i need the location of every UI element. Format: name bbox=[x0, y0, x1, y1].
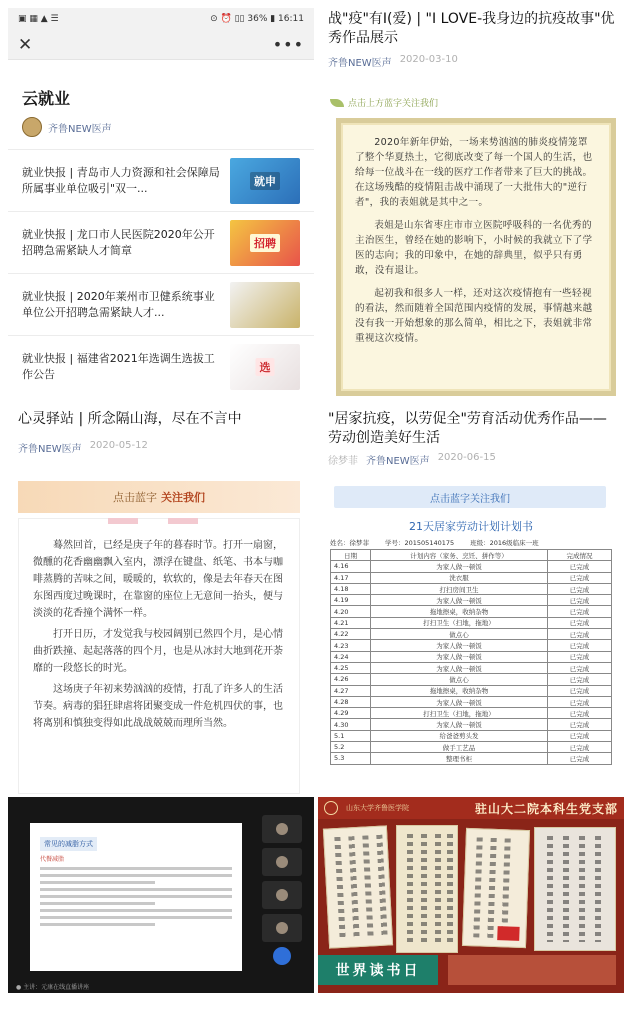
article-source[interactable]: 齐鲁NEW医声 bbox=[366, 456, 430, 467]
phone-screenshot bbox=[8, 8, 314, 400]
calligraphy-sheet bbox=[323, 825, 393, 948]
text-column bbox=[348, 836, 359, 938]
table-row bbox=[331, 606, 612, 617]
plan-table bbox=[330, 549, 612, 765]
slide-text-line bbox=[40, 888, 232, 891]
plan-content-cell: 为家人做一顿饭 bbox=[371, 662, 548, 673]
text-column bbox=[563, 836, 569, 942]
branch-name: 驻山大二院本科生党支部 bbox=[474, 801, 618, 816]
plan-date-cell: 4.29 bbox=[331, 708, 371, 719]
participant-tile[interactable] bbox=[262, 815, 302, 843]
slide-text-line bbox=[40, 916, 232, 919]
article-source[interactable]: 齐鲁NEW医声 bbox=[328, 58, 392, 69]
plan-date-cell: 4.22 bbox=[331, 629, 371, 640]
table-row bbox=[331, 561, 612, 572]
follow-banner[interactable] bbox=[18, 481, 300, 513]
plan-content-cell: 做手工艺品 bbox=[371, 742, 548, 753]
plan-date-cell: 4.24 bbox=[331, 651, 371, 662]
slide-text-line bbox=[40, 895, 232, 898]
reading-header bbox=[318, 797, 624, 819]
thumbnail-label: 选 bbox=[256, 358, 275, 376]
news-title: 就业快报 | 2020年莱州市卫健系统事业单位公开招聘急需紧缺人才... bbox=[22, 289, 215, 319]
article-paragraph: 这场庚子年初来势汹汹的疫情，打乱了许多人的生活节奏。病毒的猖狂肆虐将团聚变成一件危机四伏的事，也将离别和慎独变得如此战战兢兢而理所当然。 bbox=[33, 684, 283, 729]
calligraphy-sheet bbox=[462, 828, 530, 948]
plan-status-cell: 已完成 bbox=[548, 753, 612, 764]
table-row bbox=[331, 742, 612, 753]
table-row bbox=[331, 674, 612, 685]
text-column bbox=[435, 834, 441, 944]
plan-date-cell: 5.3 bbox=[331, 753, 371, 764]
plan-content-cell: 拖地擦桌，收纳杂物 bbox=[371, 606, 548, 617]
plan-content-cell: 做点心 bbox=[371, 674, 548, 685]
reading-footer bbox=[448, 955, 616, 985]
column-header: 计划内容（家务、烹饪、拼作等） bbox=[371, 550, 548, 561]
plan-status-cell: 已完成 bbox=[548, 662, 612, 673]
plan-date-cell: 4.23 bbox=[331, 640, 371, 651]
news-title: 就业快报 | 青岛市人力资源和社会保障局所属事业单位吸引"双一... bbox=[22, 165, 220, 195]
account-row[interactable] bbox=[8, 117, 314, 149]
plan-content-cell: 洗衣服 bbox=[371, 572, 548, 583]
text-column bbox=[362, 835, 373, 937]
person-icon bbox=[276, 889, 288, 901]
table-row bbox=[331, 730, 612, 741]
plan-status-cell: 已完成 bbox=[548, 730, 612, 741]
article-author: 徐梦菲 bbox=[328, 456, 358, 467]
calligraphy-sheet bbox=[396, 825, 458, 953]
plan-content-cell: 为家人做一顿饭 bbox=[371, 640, 548, 651]
slide-header: 常见的减脂方式 bbox=[40, 837, 97, 851]
plan-status-cell: 已完成 bbox=[548, 561, 612, 572]
news-item[interactable] bbox=[8, 211, 314, 273]
article-paragraph: 2020年新年伊始，一场来势汹汹的肺炎疫情笼罩了整个华夏热土，它彻底改变了每一个国人的生活，也给每一位战斗在一线的医疗工作者带来了巨大的挑战。在这场残酷的疫情阻击战中涌现了一大批伟大的"逆行者"，我的表姐就是其中之一。 bbox=[355, 137, 593, 208]
article-meta bbox=[18, 440, 148, 455]
article-body bbox=[18, 518, 300, 794]
plan-date-cell: 4.19 bbox=[331, 595, 371, 606]
table-row bbox=[331, 708, 612, 719]
plan-content-cell: 打扫卫生（扫地，拖地） bbox=[371, 708, 548, 719]
table-row bbox=[331, 595, 612, 606]
table-header-row bbox=[331, 550, 612, 561]
slide-text-line bbox=[40, 902, 155, 905]
plan-status-cell: 已完成 bbox=[548, 651, 612, 662]
plan-table-body bbox=[331, 561, 612, 764]
video-meeting bbox=[8, 797, 314, 993]
text-column bbox=[501, 838, 510, 938]
table-row bbox=[331, 685, 612, 696]
plan-status-cell: 已完成 bbox=[548, 606, 612, 617]
plan-info bbox=[326, 538, 616, 547]
status-icons-right: ⊙ ⏰ ▯▯ 36% ▮ 16:11 bbox=[210, 14, 304, 24]
seal-stamp bbox=[497, 926, 519, 941]
plan-content-cell: 打扫房间卫生 bbox=[371, 583, 548, 594]
participant-tile[interactable] bbox=[262, 848, 302, 876]
person-icon bbox=[276, 856, 288, 868]
slide-text-line bbox=[40, 923, 155, 926]
school-name: 山东大学齐鲁医学院 bbox=[346, 804, 409, 812]
participant-list bbox=[260, 815, 304, 965]
leaf-icon bbox=[330, 99, 344, 107]
table-row bbox=[331, 719, 612, 730]
table-row bbox=[331, 651, 612, 662]
plan-date-cell: 4.20 bbox=[331, 606, 371, 617]
reading-day-photo bbox=[318, 797, 624, 993]
article-title[interactable]: "居家抗疫，以劳促全"劳育活动优秀作品——劳动创造美好生活 bbox=[328, 411, 607, 446]
plan-date-cell: 5.1 bbox=[331, 730, 371, 741]
participant-tile[interactable] bbox=[262, 881, 302, 909]
slide-text-line bbox=[40, 881, 155, 884]
table-row bbox=[331, 617, 612, 628]
plan-class: 班级：2016级临床一班 bbox=[470, 539, 539, 547]
plan-status-cell: 已完成 bbox=[548, 742, 612, 753]
article-date: 2020-05-12 bbox=[89, 440, 148, 451]
decor-tab bbox=[108, 518, 138, 524]
plan-date-cell: 4.17 bbox=[331, 572, 371, 583]
plan-content-cell: 做点心 bbox=[371, 629, 548, 640]
plan-title: 21天居家劳动计划计划书 bbox=[409, 520, 533, 533]
follow-banner-prefix: 点击蓝字 bbox=[113, 491, 157, 504]
text-column bbox=[547, 836, 553, 942]
plan-status-cell: 已完成 bbox=[548, 674, 612, 685]
calligraphy-sheet bbox=[534, 827, 616, 951]
news-item[interactable] bbox=[8, 335, 314, 397]
table-row bbox=[331, 629, 612, 640]
thumbnail-label: 就申 bbox=[250, 172, 280, 190]
plan-content-cell: 拖地擦桌，收纳杂物 bbox=[371, 685, 548, 696]
table-row bbox=[331, 753, 612, 764]
slide-text-line bbox=[40, 909, 232, 912]
table-row bbox=[331, 696, 612, 707]
plan-status-cell: 已完成 bbox=[548, 629, 612, 640]
account-title: 云就业 bbox=[22, 89, 71, 108]
close-icon[interactable]: ✕ bbox=[18, 34, 33, 55]
plan-date-cell: 4.18 bbox=[331, 583, 371, 594]
plan-content-cell: 为家人做一顿饭 bbox=[371, 651, 548, 662]
plan-date-cell: 4.26 bbox=[331, 674, 371, 685]
column-header: 日期 bbox=[331, 550, 371, 561]
nav-bar bbox=[8, 30, 314, 60]
article-meta bbox=[328, 452, 496, 467]
news-thumbnail bbox=[230, 220, 300, 266]
news-thumbnail bbox=[230, 282, 300, 328]
reading-day-label: 世界读书日 bbox=[318, 955, 438, 985]
participant-tile[interactable] bbox=[262, 914, 302, 942]
plan-content-cell: 打扫卫生（扫地，拖地） bbox=[371, 617, 548, 628]
plan-status-cell: 已完成 bbox=[548, 685, 612, 696]
article-date: 2020-06-15 bbox=[437, 452, 496, 463]
news-thumbnail bbox=[230, 158, 300, 204]
text-column bbox=[334, 837, 345, 939]
plan-date-cell: 4.30 bbox=[331, 719, 371, 730]
news-thumbnail bbox=[230, 344, 300, 390]
article-body bbox=[336, 118, 616, 396]
person-icon bbox=[276, 922, 288, 934]
column-header: 完成情况 bbox=[548, 550, 612, 561]
plan-date-cell: 4.25 bbox=[331, 662, 371, 673]
more-icon[interactable]: ••• bbox=[272, 35, 304, 54]
table-row bbox=[331, 583, 612, 594]
mic-button[interactable] bbox=[273, 947, 291, 965]
article-paragraph: 打开日历，才发觉我与校园阔别已然四个月，是心情曲折跌撞、起起落落的四个月，也是从冰封大地到花开荼靡的一段悠长的时光。 bbox=[33, 629, 283, 674]
plan-date-cell: 4.21 bbox=[331, 617, 371, 628]
plan-content-cell: 为家人做一顿饭 bbox=[371, 561, 548, 572]
plan-content-cell: 为家人做一顿饭 bbox=[371, 719, 548, 730]
plan-status-cell: 已完成 bbox=[548, 617, 612, 628]
article-date: 2020-03-10 bbox=[399, 54, 458, 65]
text-column bbox=[421, 834, 427, 944]
plan-content-cell: 为家人做一顿饭 bbox=[371, 595, 548, 606]
article-title[interactable]: 战"疫"有I(爱) | "I LOVE-我身边的抗疫故事"优秀作品展示 bbox=[328, 11, 615, 46]
plan-name: 姓名：徐梦菲 bbox=[330, 539, 369, 547]
table-row bbox=[331, 572, 612, 583]
plan-status-cell: 已完成 bbox=[548, 640, 612, 651]
article-paragraph: 蓦然回首，已经是庚子年的暮春时节。打开一扇窗，微醺的花香幽幽飘入室内，漂浮在键盘、纸笔、书本与咖啡蒸腾的苦味之间，暖暖的，软软的，像是去年春天在图东图西度过晚课时，在靠窗的座位上无意间一抬头，便与淡淡的花香撞个满怀一样。 bbox=[33, 540, 283, 619]
slide-text-line bbox=[40, 874, 232, 877]
slide-subtitle: 代餐减脂 bbox=[40, 856, 65, 863]
text-column bbox=[579, 836, 585, 942]
plan-date-cell: 5.2 bbox=[331, 742, 371, 753]
shared-slide bbox=[30, 823, 242, 971]
plan-status-cell: 已完成 bbox=[548, 696, 612, 707]
follow-banner[interactable]: 点击蓝字关注我们 bbox=[334, 486, 606, 508]
account-name[interactable]: 齐鲁NEW医声 bbox=[48, 123, 112, 135]
plan-status-cell: 已完成 bbox=[548, 719, 612, 730]
slide-text-line bbox=[40, 867, 232, 870]
school-logo-icon bbox=[324, 801, 338, 815]
follow-hint-text: 点击上方蓝字关注我们 bbox=[348, 99, 439, 109]
plan-status-cell: 已完成 bbox=[548, 708, 612, 719]
news-item[interactable] bbox=[8, 149, 314, 211]
article-source[interactable]: 齐鲁NEW医声 bbox=[18, 444, 82, 455]
text-column bbox=[447, 834, 453, 944]
plan-status-cell: 已完成 bbox=[548, 595, 612, 606]
text-column bbox=[487, 838, 496, 938]
thumbnail-label: 招聘 bbox=[250, 234, 280, 252]
meeting-status: ● 主讲：元康在线直播讲座 bbox=[16, 984, 90, 991]
plan-content-cell: 整理书柜 bbox=[371, 753, 548, 764]
text-column bbox=[595, 836, 601, 942]
article-paragraph: 起初我和很多人一样，还对这次疫情抱有一些轻视的看法，然而随着全国范围内疫情的发展，事情越来越没有我一开始想象的那么简单，相比之下，表姐就非常重视这次疫情。 bbox=[355, 288, 593, 344]
news-item[interactable] bbox=[8, 273, 314, 335]
table-row bbox=[331, 640, 612, 651]
follow-hint bbox=[330, 96, 438, 109]
decor-tab bbox=[168, 518, 198, 524]
text-column bbox=[407, 834, 413, 944]
follow-banner-strong: 关注我们 bbox=[161, 491, 205, 504]
avatar bbox=[22, 117, 42, 137]
plan-date-cell: 4.27 bbox=[331, 685, 371, 696]
news-title: 就业快报 | 福建省2021年选调生选拔工作公告 bbox=[22, 351, 215, 381]
news-title: 就业快报 | 龙口市人民医院2020年公开招聘急需紧缺人才简章 bbox=[22, 227, 215, 257]
status-icons-left: ▣ ▦ ▲ ☰ bbox=[18, 14, 59, 24]
text-column bbox=[473, 837, 482, 937]
plan-content-cell: 为家人做一顿饭 bbox=[371, 696, 548, 707]
plan-date-cell: 4.16 bbox=[331, 561, 371, 572]
article-meta bbox=[328, 54, 458, 69]
text-column bbox=[376, 835, 387, 937]
article-paragraph: 表姐是山东省枣庄市市立医院呼吸科的一名优秀的主治医生，曾经在她的影响下，小时候的我就立下了学医的志向；我的印象中，在她的辞典里，似乎只有勇敢，没有退让。 bbox=[355, 220, 593, 276]
table-row bbox=[331, 662, 612, 673]
article-title[interactable]: 心灵驿站 | 所念隔山海，尽在不言中 bbox=[18, 411, 242, 427]
person-icon bbox=[276, 823, 288, 835]
plan-student-id: 学号：201505140175 bbox=[385, 539, 455, 547]
status-bar bbox=[8, 8, 314, 30]
plan-status-cell: 已完成 bbox=[548, 572, 612, 583]
labor-plan bbox=[326, 514, 616, 794]
plan-status-cell: 已完成 bbox=[548, 583, 612, 594]
plan-date-cell: 4.28 bbox=[331, 696, 371, 707]
plan-content-cell: 给爸爸剪头发 bbox=[371, 730, 548, 741]
